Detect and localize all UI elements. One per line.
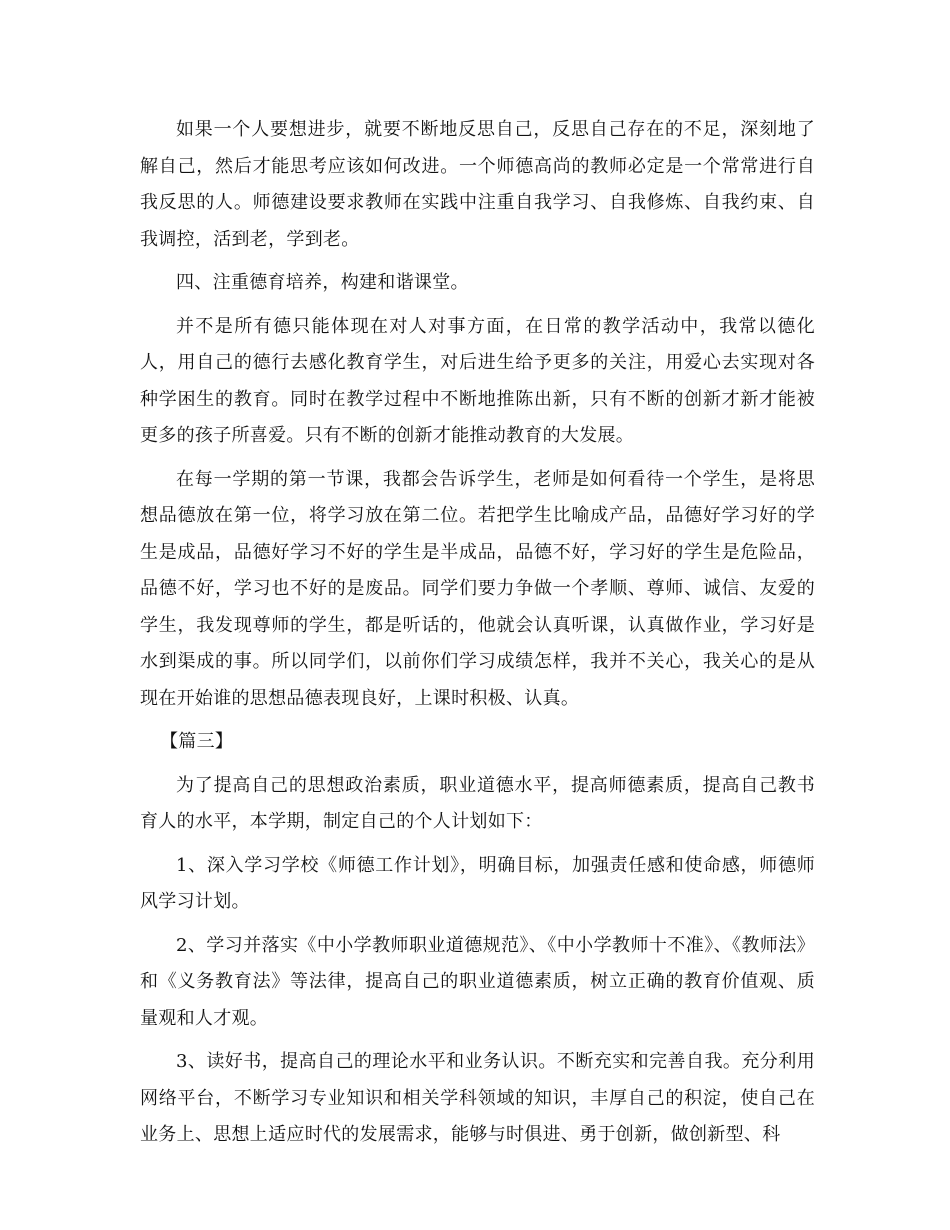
paragraph-moral-teaching: 并不是所有德只能体现在对人对事方面，在日常的教学活动中，我常以德化人，用自己的德行去感化教育学生，对后进生给予更多的关注，用爱心去实现对各种学困生的教育。同时在教学过程中不断地推陈出新，只有不断的创新才新才能被更多的孩子所喜爱。只有不断的创新才能推动教育的大发展。 <box>140 315 815 446</box>
paragraph-self-reflection: 如果一个人要想进步，就要不断地反思自己，反思自己存在的不足，深刻地了解自己，然后才能思考应该如何改进。一个师德高尚的教师必定是一个常常进行自我反思的人。师德建设要求教师在实践中注重自我学习、自我修炼、自我约束、自我调控，活到老，学到老。 <box>140 119 815 250</box>
paragraph-first-lesson: 在每一学期的第一节课，我都会告诉学生，老师是如何看待一个学生，是将思想品德放在第一位，将学习放在第二位。若把学生比喻成产品，品德好学习好的学生是成品，品德好学习不好的学生是半成品，品德不好，学习好的学生是危险品，品德不好，学习也不好的是废品。同学们要力争做一个孝顺、尊师、诚信、友爱的学生，我发现尊师的学生，都是听话的，他就会认真听课，认真做作业，学习好是水到渠成的事。所以同学们，以前你们学习成绩怎样，我并不关心，我关心的是从现在开始谁的思想品德表现良好，上课时积极、认真。 <box>140 468 815 709</box>
plan-item-3: 3、读好书，提高自己的理论水平和业务认识。不断充实和完善自我。充分利用网络平台，不断学习专业知识和相关学科领域的知识，丰厚自己的积淀，使自己在业务上、思想上适应时代的发展需求，能够与时俱进、勇于创新，做创新型、科 <box>140 1051 815 1145</box>
document-body <box>140 112 815 1161</box>
plan-item-1: 1、深入学习学校《师德工作计划》，明确目标，加强责任感和使命感，师德师风学习计划。 <box>140 854 815 912</box>
part-three-heading: 【篇三】 <box>160 731 234 752</box>
plan-item-2: 2、学习并落实《中小学教师职业道德规范》、《中小学教师十不准》、《教师法》和《义务教育法》等法律，提高自己的职业道德素质，树立正确的教育价值观、质量观和人才观。 <box>140 934 815 1029</box>
section-heading-moral-education: 四、注重德育培养，构建和谐课堂。 <box>176 272 469 293</box>
paragraph-plan-intro: 为了提高自己的思想政治素质，职业道德水平，提高师德素质，提高自己教书育人的水平，本学期，制定自己的个人计划如下： <box>140 774 815 832</box>
